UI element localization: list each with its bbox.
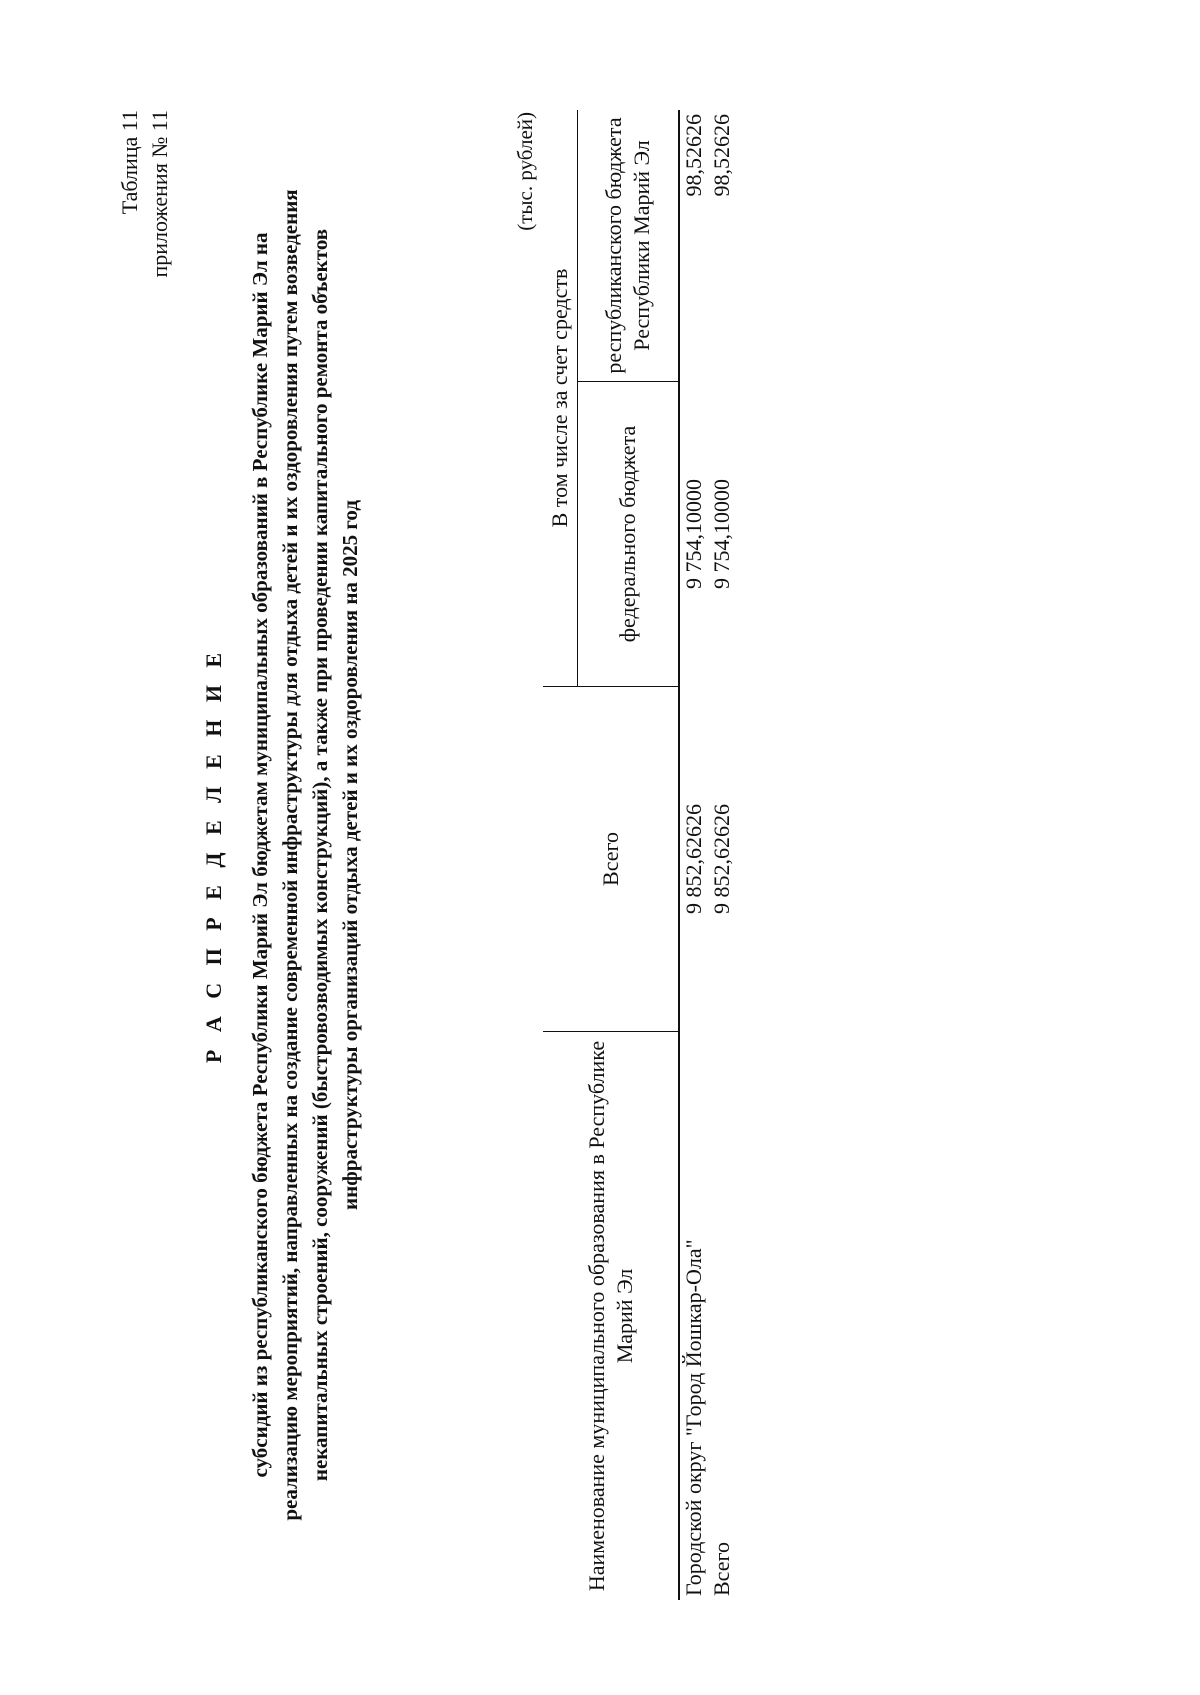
- cell-federal: 9 754,10000: [709, 479, 734, 589]
- header-republic: республиканского бюджета Республики Марий Эл: [578, 110, 680, 382]
- units-label: (тыс. рублей): [513, 112, 537, 231]
- header-municipality: Наименование муниципального образования в Республике Марий Эл: [543, 1032, 679, 1601]
- cell-republic: 98,52626: [681, 114, 706, 197]
- rotated-page-content: [105, 110, 805, 1600]
- header-federal: федерального бюджета: [578, 382, 680, 687]
- cell-total: 9 852,62626: [709, 804, 734, 914]
- header-total: Всего: [543, 687, 679, 1032]
- cell-federal: 9 754,10000: [681, 479, 706, 589]
- document-title: Р А С П Р Е Д Е Л Е Н И Е: [201, 646, 226, 1064]
- table-reference: [115, 110, 175, 278]
- header-including: В том числе за счет средств: [543, 110, 578, 687]
- table-number: Таблица 11: [117, 110, 142, 215]
- appendix-number: приложения № 11: [147, 110, 172, 278]
- distribution-table: [543, 110, 736, 1600]
- cell-republic: 98,52626: [709, 114, 734, 197]
- cell-municipality: Всего: [709, 1542, 734, 1596]
- cell-total: 9 852,62626: [681, 804, 706, 914]
- cell-municipality: Городской округ "Город Йошкар-Ола": [681, 1239, 706, 1596]
- document-subtitle: субсидий из республиканского бюджета Республики Марий Эл бюджетам муниципальных образований в Республике Марий Эл на реализацию мероприятий, направленных на создание современной инфраструктуры для отдыха детей и их оздоровления путем возведения некапитальных строений, сооружений (быстровозводимых конструкций), а также при проведении капитального ремонта объектов инфраструктуры организаций отдыха детей и их оздоровления на 2025 год: [248, 189, 362, 1521]
- table-row: [679, 110, 708, 1600]
- table-row-total: [708, 110, 736, 1600]
